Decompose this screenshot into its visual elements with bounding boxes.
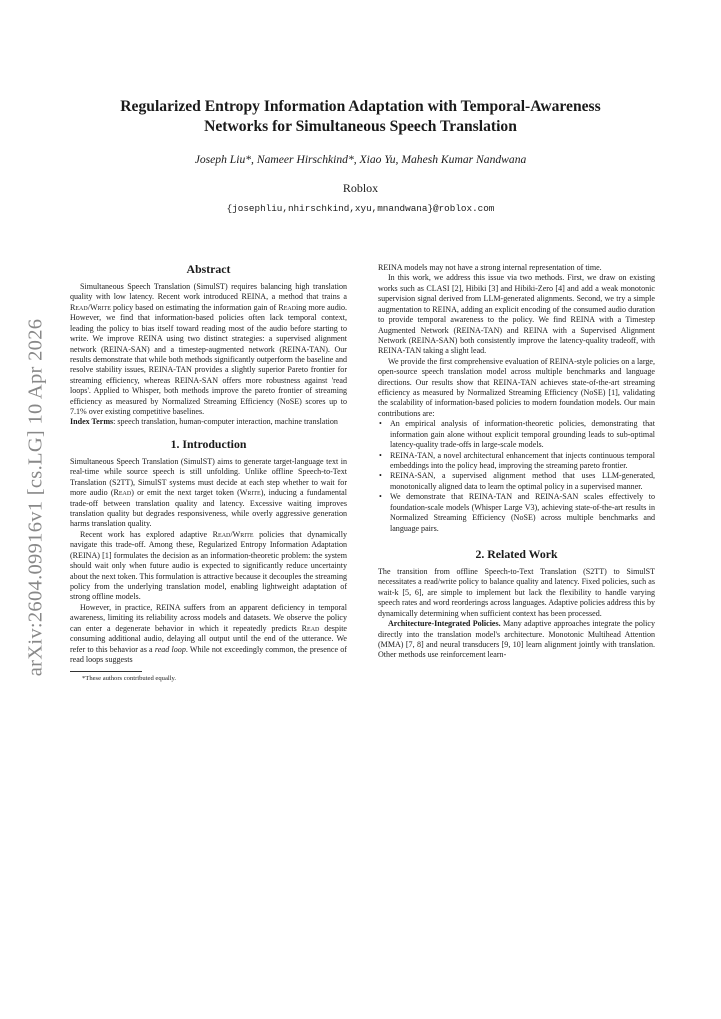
right-paragraph-1: In this work, we address this issue via two methods. First, we draw on existing works such as CLASI [2], Hibiki [3] and Hibiki-Zero [4] and add a weak monotonic supervision signal derived from LLM-generated alignments. Second, we try a simple augmentation to REINA, adding an explicit encoding of the consumed audio duration to provide temporal awareness to the policy. We find REINA with a Timestep Augmented Network (REINA-TAN) and REINA with a Supervised Alignment Network (REINA-SAN) both consistently improve the latency-quality tradeoff, with REINA-TAN taking a slight lead. xyxy=(378,273,655,356)
related-work-heading: 2. Related Work xyxy=(475,546,558,561)
architecture-policies-text: Many adaptive approaches integrate the policy directly into the translation model's architecture. Monotonic Multihead Attention (MMA) [7, 8] and neural transducers [9, 10] learn alignment jointly with translation. Other methods use reinforcement learn- xyxy=(378,619,655,660)
architecture-policies-label: Architecture-Integrated Policies. xyxy=(388,619,501,629)
left-column xyxy=(70,262,347,683)
index-terms xyxy=(70,417,347,427)
right-paragraph-2: We provide the first comprehensive evaluation of REINA-style policies on a large, open-source speech translation model across multiple benchmarks and language directions. Our results show that REINA-TAN achieves state-of-the-art streaming efficiency as measured by Normalized Streaming Efficiency (NoSE) [1], validating the scalability of information-based policies to modern foundation models. Our main contributions are: xyxy=(378,356,655,418)
intro-p3-part-b: . While not exceedingly common, the presence of read loops suggests xyxy=(70,644,347,664)
right-paragraph-0: REINA models may not have a strong internal representation of time. xyxy=(378,263,602,272)
contribution-item: • An empirical analysis of information-theoretic policies, demonstrating that information gain alone without explicit temporal grounding leads to sub-optimal latency-quality trade-offs in large-scale models. xyxy=(378,419,655,450)
right-column xyxy=(378,263,655,661)
contributions-list xyxy=(378,419,655,534)
arxiv-sidebar xyxy=(16,298,56,696)
paper-title xyxy=(60,97,661,137)
contribution-item: • REINA-TAN, a novel architectural enhancement that injects continuous temporal embeddings into the policy head, improving the streaming pareto frontier. xyxy=(378,451,655,472)
intro-paragraph-3 xyxy=(70,603,347,666)
index-terms-text: : speech translation, human-computer interaction, machine translation xyxy=(113,417,338,427)
related-paragraph-1: The transition from offline Speech-to-Text Translation (S2TT) to SimulST necessitates a read/write policy to balance quality and latency. Fixed policies, such as wait-k [5, 6], are simple to implement but lack the flexibility to handle varying speech rates and word reorderings across languages. Adaptive policies address this by dynamically determining when sufficient context has been processed. xyxy=(378,566,655,618)
intro-paragraph-2: Recent work has explored adaptive Read/Write policies that dynamically navigate this trade-off. Among these, Regularized Entropy Information Adaptation (REINA) [1] formulates the decision as an information-theoretic problem: the system should wait only when future audio is expected to significantly reduce uncertainty about the next token. This formulation is attractive because it decouples the streaming policy from the underlying translation model, enabling lightweight adaptation of strong offline models. xyxy=(70,529,347,602)
index-terms-label: Index Terms xyxy=(70,417,114,427)
title-line-2: Networks for Simultaneous Speech Translation xyxy=(204,118,517,135)
arxiv-identifier: arXiv:2604.09916v1 [cs.LG] 10 Apr 2026 xyxy=(24,318,47,676)
abstract-body: Simultaneous Speech Translation (SimulST) requires balancing high translation quality with low latency. Recent work introduced REINA, a method that trains a Read/Write policy based on estimating the information gain of Reading more audio. However, we find that information-based policies often lack temporal context, leading the policy to bias itself toward reading most of the audio before starting to write. We improve REINA using two distinct strategies: a supervised alignment network (REINA-SAN) and a timestep-augmented network (REINA-TAN). Our results demonstrate that while both methods significantly outperform the baseline and resolve stability issues, REINA-TAN provides a slightly superior Pareto frontier for streaming efficiency, whereas REINA-SAN offers more robustness against 'read loops'. Applied to Whisper, both methods improve the pareto frontier of streaming efficiency as measured by Normalized Streaming Efficiency (NoSE) scores up to 7.1% over existing competitive baselines. xyxy=(70,282,347,417)
affiliation: Roblox xyxy=(342,181,379,195)
footnote-rule xyxy=(70,671,142,672)
contribution-item: • We demonstrate that REINA-TAN and REINA-SAN scales effectively to foundation-scale models (Whisper Large V3), achieving state-of-the-art results in Normalized Streaming Efficiency (NoSE) across multiple benchmarks and language pairs. xyxy=(378,492,655,534)
title-line-1: Regularized Entropy Information Adaptation with Temporal-Awareness xyxy=(120,98,601,115)
contribution-item: • REINA-SAN, a supervised alignment method that uses LLM-generated, monotonically aligned data to learn the optimal policy in a supervised manner. xyxy=(378,471,655,492)
author-list: Joseph Liu*, Nameer Hirschkind*, Xiao Yu, Mahesh Kumar Nandwana xyxy=(194,153,527,166)
related-paragraph-2 xyxy=(378,619,655,661)
intro-paragraph-1: Simultaneous Speech Translation (SimulST) aims to generate target-language text in real-time while source speech is still unfolding. Unlike offline Speech-to-Text Translation (S2TT), SimulST systems must decide at each step whether to wait for more audio (Read) or emit the next target token (Write), inducing a fundamental trade-off between translation quality and latency. Excessive waiting improves translation quality but degrades responsiveness, while overly aggressive generation harms translation quality. xyxy=(70,456,347,529)
abstract-heading: Abstract xyxy=(186,262,231,276)
introduction-heading: 1. Introduction xyxy=(170,436,247,451)
read-loop-term: read loop xyxy=(154,644,186,654)
author-emails: {josephliu,nhirschkind,xyu,mnandwana}@roblox.com xyxy=(226,203,495,214)
intro-p3-part-a: However, in practice, REINA suffers from an apparent deficiency in temporal awareness, limiting its reliability across models and datasets. We observe the policy can enter a degenerate behavior in which it repeatedly predicts Read despite consuming additional audio, delaying all output until the end of the utterance. We refer to this behavior as a xyxy=(70,602,347,654)
footnote: *These authors contributed equally. xyxy=(82,675,177,683)
